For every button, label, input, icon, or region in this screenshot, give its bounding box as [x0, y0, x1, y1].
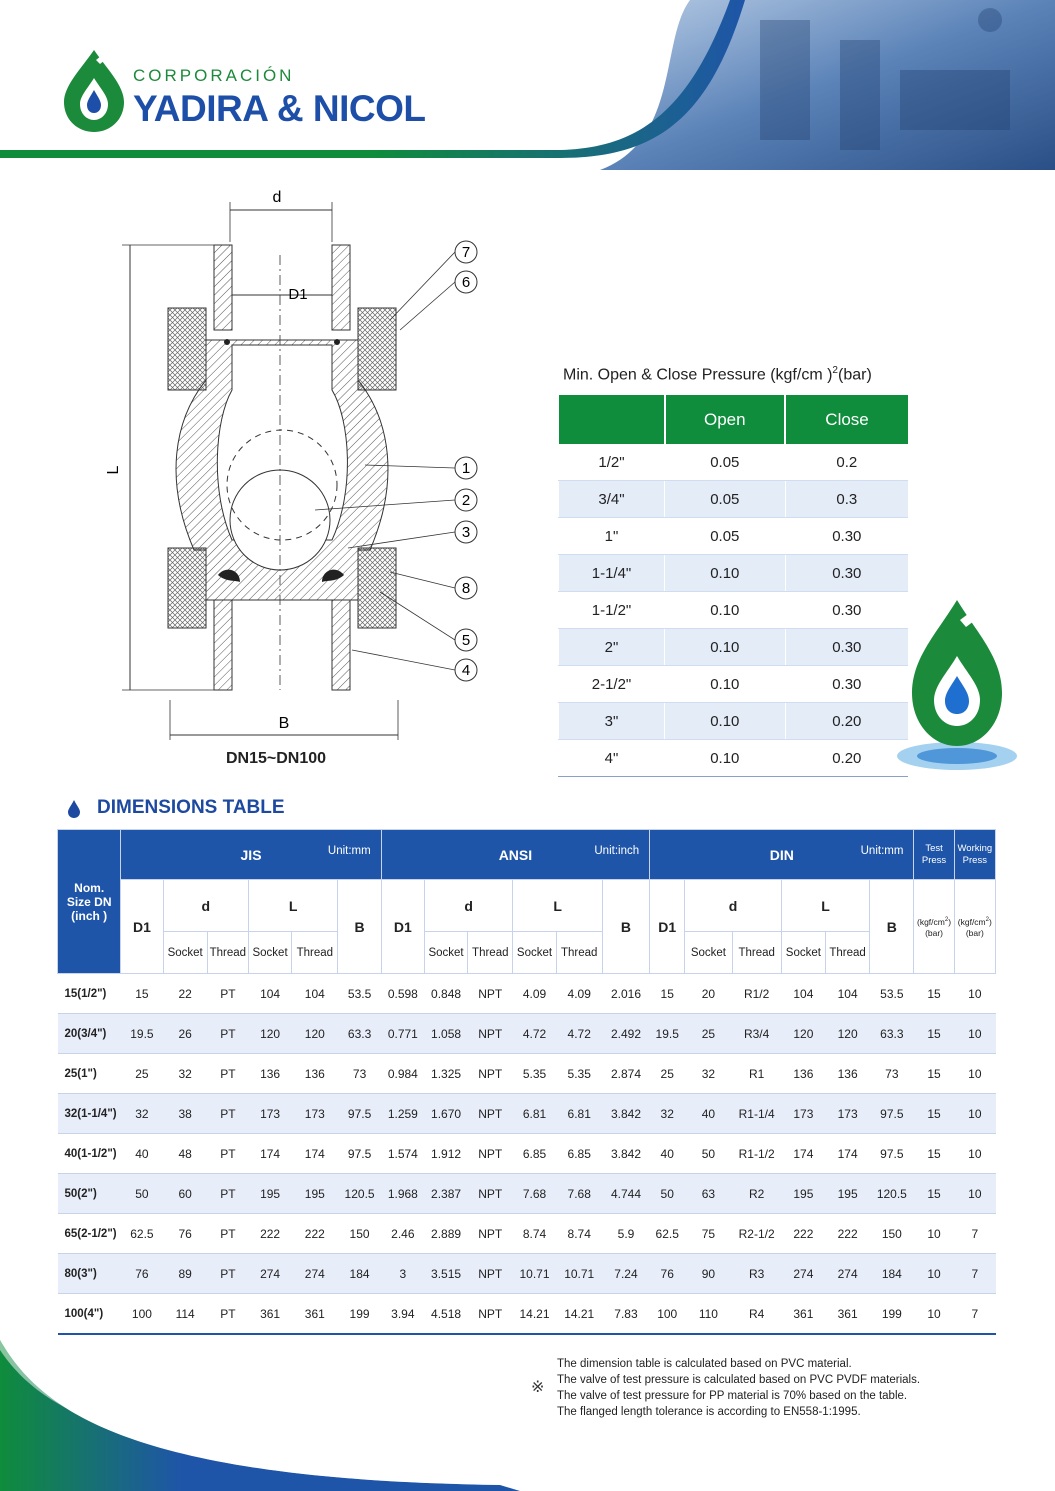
din-group-header: DIN Unit:mm — [650, 830, 914, 880]
valve-cross-section-diagram — [100, 180, 500, 740]
dimension-cell: NPT — [468, 974, 513, 1014]
dimension-cell: NPT — [468, 1134, 513, 1174]
dimension-cell: 274 — [248, 1254, 291, 1294]
dimension-cell: 150 — [338, 1214, 381, 1254]
dimension-cell: 274 — [781, 1254, 825, 1294]
dimension-cell: 2.016 — [602, 974, 649, 1014]
dimension-cell: 19.5 — [650, 1014, 685, 1054]
dim-label-d1: D1 — [288, 286, 308, 303]
dimension-cell: 222 — [781, 1214, 825, 1254]
callout-7: 7 — [461, 244, 471, 261]
dimension-cell: 73 — [870, 1054, 914, 1094]
pressure-open-cell: 0.10 — [665, 740, 786, 777]
dimension-cell: PT — [207, 1094, 248, 1134]
pressure-row — [559, 629, 909, 666]
dimension-cell: 361 — [826, 1294, 870, 1335]
dimension-cell: 76 — [121, 1254, 163, 1294]
pressure-open-cell: 0.10 — [665, 555, 786, 592]
dimension-cell: NPT — [468, 1294, 513, 1335]
dimension-cell: 104 — [248, 974, 291, 1014]
pressure-row — [559, 703, 909, 740]
pressure-open-cell: 0.10 — [665, 592, 786, 629]
dimension-cell: 63.3 — [870, 1014, 914, 1054]
note-line-4: The flanged length tolerance is according to EN558-1:1995. — [557, 1406, 861, 1418]
dimension-cell: 1.574 — [381, 1134, 424, 1174]
dimension-cell: 3.515 — [424, 1254, 467, 1294]
dimension-cell: R1-1/4 — [732, 1094, 781, 1134]
pressure-row — [559, 481, 909, 518]
dimension-cell: 2.46 — [381, 1214, 424, 1254]
dim-label-l: L — [105, 465, 122, 475]
nom-size-cell: 65(2-1/2") — [58, 1214, 121, 1254]
dimension-cell: 53.5 — [870, 974, 914, 1014]
pressure-open-cell: 0.10 — [665, 703, 786, 740]
dimension-cell: 136 — [248, 1054, 291, 1094]
dimension-cell: 274 — [826, 1254, 870, 1294]
dimension-cell: 97.5 — [870, 1094, 914, 1134]
ansi-b-header: B — [602, 880, 649, 974]
ansi-d-thread-header: Thread — [468, 932, 513, 974]
dimension-cell: 361 — [248, 1294, 291, 1335]
dimension-cell: 48 — [163, 1134, 207, 1174]
dimension-cell: 32 — [163, 1054, 207, 1094]
jis-l-socket-header: Socket — [248, 932, 291, 974]
test-press-unit: $(kgf/cm^2)$ (bar) — [914, 880, 954, 974]
dimension-cell: 40 — [121, 1134, 163, 1174]
dimension-cell: 100 — [121, 1294, 163, 1335]
dimension-cell: 100 — [650, 1294, 685, 1335]
dimension-cell: 4.72 — [556, 1014, 602, 1054]
dimension-cell: 76 — [650, 1254, 685, 1294]
dimension-cell: 3.94 — [381, 1294, 424, 1335]
dimension-cell: 150 — [870, 1214, 914, 1254]
dimension-cell: 97.5 — [338, 1134, 381, 1174]
water-drop-logo-icon — [892, 598, 1022, 776]
callout-8: 8 — [461, 580, 471, 597]
nom-size-cell: 32(1-1/4") — [58, 1094, 121, 1134]
dimension-cell: 199 — [338, 1294, 381, 1335]
dimension-cell: 4.518 — [424, 1294, 467, 1335]
dimension-cell: 89 — [163, 1254, 207, 1294]
dimension-cell: PT — [207, 1254, 248, 1294]
dimension-cell: 15 — [914, 974, 954, 1014]
dimension-row — [58, 1254, 996, 1294]
dimension-cell: 20 — [685, 974, 732, 1014]
dimension-row — [58, 1094, 996, 1134]
dimension-cell: 7.24 — [602, 1254, 649, 1294]
dimension-cell: 1.968 — [381, 1174, 424, 1214]
dimension-cell: 97.5 — [338, 1094, 381, 1134]
dimension-cell: R1/2 — [732, 974, 781, 1014]
dimension-cell: R1-1/2 — [732, 1134, 781, 1174]
pressure-size-cell: 1" — [559, 518, 665, 555]
dimension-cell: 25 — [121, 1054, 163, 1094]
dimensions-title: DIMENSIONS TABLE — [97, 797, 285, 818]
dimension-cell: 174 — [781, 1134, 825, 1174]
dimension-cell: PT — [207, 1014, 248, 1054]
jis-d-header: d — [163, 880, 248, 932]
pressure-row — [559, 518, 909, 555]
pressure-row — [559, 444, 909, 481]
dimension-cell: 15 — [914, 1054, 954, 1094]
jis-b-header: B — [338, 880, 381, 974]
pressure-open-cell: 0.05 — [665, 444, 786, 481]
pressure-size-cell: 1-1/4" — [559, 555, 665, 592]
pressure-row — [559, 666, 909, 703]
dimension-cell: 0.848 — [424, 974, 467, 1014]
pressure-close-cell: 0.2 — [785, 444, 908, 481]
ansi-l-header: L — [513, 880, 602, 932]
pressure-size-cell: 2-1/2" — [559, 666, 665, 703]
dimensions-table — [57, 829, 996, 1335]
dimension-cell: NPT — [468, 1094, 513, 1134]
dimension-cell: 6.85 — [556, 1134, 602, 1174]
pressure-size-cell: 4" — [559, 740, 665, 777]
dimension-cell: 1.670 — [424, 1094, 467, 1134]
dimension-cell: R3/4 — [732, 1014, 781, 1054]
dimension-cell: 15 — [914, 1014, 954, 1054]
jis-l-header: L — [248, 880, 337, 932]
dimension-cell: PT — [207, 1214, 248, 1254]
dimension-cell: 6.81 — [513, 1094, 556, 1134]
dimension-cell: R3 — [732, 1254, 781, 1294]
dimension-cell: 7 — [954, 1214, 995, 1254]
pressure-close-cell: 0.30 — [785, 555, 908, 592]
callout-5: 5 — [461, 632, 471, 649]
dimension-cell: 136 — [826, 1054, 870, 1094]
callout-3: 3 — [461, 524, 471, 541]
dimension-cell: PT — [207, 1174, 248, 1214]
dimension-cell: 195 — [292, 1174, 338, 1214]
pressure-size-cell: 1-1/2" — [559, 592, 665, 629]
pressure-open-cell: 0.10 — [665, 629, 786, 666]
dimension-cell: 73 — [338, 1054, 381, 1094]
dimension-cell: NPT — [468, 1214, 513, 1254]
dimension-row — [58, 1174, 996, 1214]
dimension-cell: 104 — [292, 974, 338, 1014]
pressure-row — [559, 592, 909, 629]
dimension-cell: 222 — [826, 1214, 870, 1254]
nom-size-cell: 100(4") — [58, 1294, 121, 1335]
dimension-cell: 32 — [650, 1094, 685, 1134]
pressure-open-cell: 0.05 — [665, 518, 786, 555]
dimension-row — [58, 1294, 996, 1335]
dimension-cell: 10 — [954, 1094, 995, 1134]
dimension-cell: 136 — [781, 1054, 825, 1094]
dimension-cell: 10 — [954, 1134, 995, 1174]
dimension-cell: 174 — [248, 1134, 291, 1174]
nom-size-cell: 80(3") — [58, 1254, 121, 1294]
pressure-table — [558, 395, 908, 777]
dimension-cell: NPT — [468, 1014, 513, 1054]
din-l-header: L — [781, 880, 869, 932]
pressure-open-cell: 0.10 — [665, 666, 786, 703]
footer-wave — [0, 1340, 520, 1491]
dimension-cell: 25 — [685, 1014, 732, 1054]
dimension-cell: 97.5 — [870, 1134, 914, 1174]
dimension-cell: 38 — [163, 1094, 207, 1134]
dimension-cell: 14.21 — [556, 1294, 602, 1335]
dimension-cell: 5.35 — [513, 1054, 556, 1094]
dimension-cell: 15 — [121, 974, 163, 1014]
dimension-row — [58, 1134, 996, 1174]
dimension-cell: 120.5 — [338, 1174, 381, 1214]
dimension-cell: R2 — [732, 1174, 781, 1214]
dimension-cell: 0.984 — [381, 1054, 424, 1094]
dimension-cell: 104 — [826, 974, 870, 1014]
nom-size-cell: 50(2") — [58, 1174, 121, 1214]
dimension-cell: 10.71 — [556, 1254, 602, 1294]
dimension-cell: 4.09 — [556, 974, 602, 1014]
dimension-cell: 25 — [650, 1054, 685, 1094]
dimension-cell: 4.72 — [513, 1014, 556, 1054]
dimension-row — [58, 1054, 996, 1094]
nom-size-header: Nom. Size DN (inch ) — [58, 830, 121, 974]
dimension-cell: 110 — [685, 1294, 732, 1335]
dimension-cell: 222 — [248, 1214, 291, 1254]
dimension-cell: 8.74 — [556, 1214, 602, 1254]
jis-d-thread-header: Thread — [207, 932, 248, 974]
callout-2: 2 — [461, 492, 471, 509]
dimension-cell: 1.912 — [424, 1134, 467, 1174]
diagram-caption: DN15~DN100 — [226, 750, 327, 767]
dimension-cell: 15 — [914, 1094, 954, 1134]
dimension-cell: 3.842 — [602, 1134, 649, 1174]
dimension-cell: 32 — [121, 1094, 163, 1134]
din-d1-header: D1 — [650, 880, 685, 974]
ansi-d1-header: D1 — [381, 880, 424, 974]
dimension-cell: NPT — [468, 1254, 513, 1294]
dimension-cell: R4 — [732, 1294, 781, 1335]
dimension-cell: R1 — [732, 1054, 781, 1094]
dimension-cell: 50 — [121, 1174, 163, 1214]
dimension-cell: NPT — [468, 1054, 513, 1094]
nom-size-cell: 20(3/4") — [58, 1014, 121, 1054]
dimension-cell: 7.83 — [602, 1294, 649, 1335]
dimension-cell: 7 — [954, 1294, 995, 1335]
pressure-size-cell: 1/2" — [559, 444, 665, 481]
pressure-close-cell: 0.20 — [785, 703, 908, 740]
dimension-cell: 63.3 — [338, 1014, 381, 1054]
dimension-row — [58, 1014, 996, 1054]
callout-6: 6 — [461, 274, 471, 291]
dimension-cell: 26 — [163, 1014, 207, 1054]
brand-subtitle: CORPORACIÓN — [133, 66, 295, 85]
pressure-size-cell: 3" — [559, 703, 665, 740]
dimension-cell: 184 — [338, 1254, 381, 1294]
dimension-cell: 174 — [826, 1134, 870, 1174]
dimension-cell: 120 — [826, 1014, 870, 1054]
dimension-cell: 14.21 — [513, 1294, 556, 1335]
dimension-cell: 195 — [826, 1174, 870, 1214]
pressure-size-cell: 2" — [559, 629, 665, 666]
dimension-cell: 40 — [650, 1134, 685, 1174]
jis-d-socket-header: Socket — [163, 932, 207, 974]
dimension-cell: 62.5 — [121, 1214, 163, 1254]
pressure-close-cell: 0.30 — [785, 592, 908, 629]
pressure-table-caption: Min. Open & Close Pressure (kgf/cm )$^2$(bar) — [563, 365, 872, 384]
dimension-cell: 10 — [954, 974, 995, 1014]
jis-d1-header: D1 — [121, 880, 163, 974]
dimension-cell: 361 — [781, 1294, 825, 1335]
dimension-row — [58, 974, 996, 1014]
nom-size-cell: 25(1") — [58, 1054, 121, 1094]
brand-name: YADIRA & NICOL — [133, 88, 426, 129]
ansi-d-header: d — [424, 880, 512, 932]
callout-4: 4 — [461, 662, 471, 679]
dimension-cell: 120.5 — [870, 1174, 914, 1214]
dimension-cell: PT — [207, 1054, 248, 1094]
dimension-cell: 4.744 — [602, 1174, 649, 1214]
dimension-cell: 5.35 — [556, 1054, 602, 1094]
dimension-cell: 2.492 — [602, 1014, 649, 1054]
dimension-cell: 1.058 — [424, 1014, 467, 1054]
pressure-close-cell: 0.3 — [785, 481, 908, 518]
jis-group-header: JIS Unit:mm — [121, 830, 381, 880]
test-press-header: Test Press — [914, 830, 954, 880]
dimension-cell: 10 — [914, 1294, 954, 1335]
dimension-cell: 3.842 — [602, 1094, 649, 1134]
dimension-cell: 199 — [870, 1294, 914, 1335]
dimension-cell: 40 — [685, 1094, 732, 1134]
dimension-cell: PT — [207, 1294, 248, 1335]
pressure-size-cell: 3/4" — [559, 481, 665, 518]
dimension-cell: 173 — [826, 1094, 870, 1134]
dimension-cell: 0.598 — [381, 974, 424, 1014]
dim-label-b: B — [278, 715, 290, 732]
dimension-row — [58, 1214, 996, 1254]
dimension-cell: 120 — [248, 1014, 291, 1054]
dimension-cell: 2.874 — [602, 1054, 649, 1094]
note-line-3: The valve of test pressure for PP material is 70% based on the table. — [557, 1390, 908, 1402]
dimension-cell: 50 — [685, 1134, 732, 1174]
dimension-cell: 5.9 — [602, 1214, 649, 1254]
dimension-cell: 63 — [685, 1174, 732, 1214]
dim-label-d: d — [272, 189, 282, 206]
dimension-cell: 7.68 — [556, 1174, 602, 1214]
dimension-cell: 75 — [685, 1214, 732, 1254]
drop-bullet-icon — [67, 799, 81, 819]
ansi-group-header: ANSI Unit:inch — [381, 830, 649, 880]
dimension-cell: 1.325 — [424, 1054, 467, 1094]
jis-l-thread-header: Thread — [292, 932, 338, 974]
dimension-cell: 90 — [685, 1254, 732, 1294]
dimension-cell: 222 — [292, 1214, 338, 1254]
dimension-cell: 10 — [954, 1174, 995, 1214]
brand-logo-icon — [60, 48, 128, 134]
dimension-cell: 104 — [781, 974, 825, 1014]
dimension-cell: 19.5 — [121, 1014, 163, 1054]
dimension-cell: 7.68 — [513, 1174, 556, 1214]
dimension-cell: 136 — [292, 1054, 338, 1094]
note-line-2: The valve of test pressure is calculated based on PVC PVDF materials. — [557, 1374, 921, 1386]
pressure-close-cell: 0.30 — [785, 518, 908, 555]
dimension-cell: 10 — [914, 1214, 954, 1254]
dimension-cell: 10 — [954, 1014, 995, 1054]
dimension-cell: 53.5 — [338, 974, 381, 1014]
dimension-cell: 4.09 — [513, 974, 556, 1014]
dimension-cell: 120 — [292, 1014, 338, 1054]
pressure-row — [559, 555, 909, 592]
dimension-cell: 15 — [914, 1134, 954, 1174]
dimension-cell: 0.771 — [381, 1014, 424, 1054]
dimension-cell: 114 — [163, 1294, 207, 1335]
din-d-header: d — [685, 880, 781, 932]
dimension-cell: 32 — [685, 1054, 732, 1094]
dimension-cell: 8.74 — [513, 1214, 556, 1254]
dimension-cell: 3 — [381, 1254, 424, 1294]
din-l-socket-header: Socket — [781, 932, 825, 974]
dimension-cell: 195 — [781, 1174, 825, 1214]
nom-size-cell: 15(1/2") — [58, 974, 121, 1014]
dimension-cell: 195 — [248, 1174, 291, 1214]
dimension-cell: R2-1/2 — [732, 1214, 781, 1254]
dimension-cell: 174 — [292, 1134, 338, 1174]
dimension-cell: 10 — [914, 1254, 954, 1294]
working-press-unit: $(kgf/cm^2)$ (bar) — [954, 880, 995, 974]
pressure-close-cell: 0.30 — [785, 629, 908, 666]
dimension-cell: PT — [207, 974, 248, 1014]
dimension-cell: 62.5 — [650, 1214, 685, 1254]
dimension-cell: 6.81 — [556, 1094, 602, 1134]
ansi-l-thread-header: Thread — [556, 932, 602, 974]
note-line-1: The dimension table is calculated based on PVC material. — [557, 1358, 852, 1370]
dimension-cell: 184 — [870, 1254, 914, 1294]
nom-size-cell: 40(1-1/2") — [58, 1134, 121, 1174]
dimension-cell: 15 — [650, 974, 685, 1014]
ansi-d-socket-header: Socket — [424, 932, 467, 974]
dimension-cell: 50 — [650, 1174, 685, 1214]
pressure-open-cell: 0.05 — [665, 481, 786, 518]
dimension-cell: 173 — [292, 1094, 338, 1134]
pressure-header-size — [559, 395, 665, 444]
dimension-cell: 76 — [163, 1214, 207, 1254]
din-d-thread-header: Thread — [732, 932, 781, 974]
dimension-cell: 15 — [914, 1174, 954, 1214]
dimension-cell: 274 — [292, 1254, 338, 1294]
pressure-close-cell: 0.30 — [785, 666, 908, 703]
dimension-cell: 361 — [292, 1294, 338, 1335]
dimension-cell: 2.387 — [424, 1174, 467, 1214]
dimension-cell: 173 — [781, 1094, 825, 1134]
callout-1: 1 — [461, 460, 471, 477]
dimension-cell: 120 — [781, 1014, 825, 1054]
dimension-cell: 7 — [954, 1254, 995, 1294]
dimension-cell: PT — [207, 1134, 248, 1174]
dimension-cell: 2.889 — [424, 1214, 467, 1254]
pressure-row — [559, 740, 909, 777]
dimension-cell: 22 — [163, 974, 207, 1014]
pressure-close-cell: 0.20 — [785, 740, 908, 777]
pressure-header-open: Open — [665, 395, 786, 444]
pressure-header-close: Close — [785, 395, 908, 444]
note-mark-icon: ※ — [531, 1379, 545, 1396]
din-l-thread-header: Thread — [826, 932, 870, 974]
dimension-cell: 1.259 — [381, 1094, 424, 1134]
dimension-cell: 10.71 — [513, 1254, 556, 1294]
dimension-cell: 60 — [163, 1174, 207, 1214]
working-press-header: Working Press — [954, 830, 995, 880]
din-b-header: B — [870, 880, 914, 974]
dimension-cell: NPT — [468, 1174, 513, 1214]
din-d-socket-header: Socket — [685, 932, 732, 974]
dimension-cell: 6.85 — [513, 1134, 556, 1174]
dimension-cell: 173 — [248, 1094, 291, 1134]
ansi-l-socket-header: Socket — [513, 932, 556, 974]
dimension-cell: 10 — [954, 1054, 995, 1094]
